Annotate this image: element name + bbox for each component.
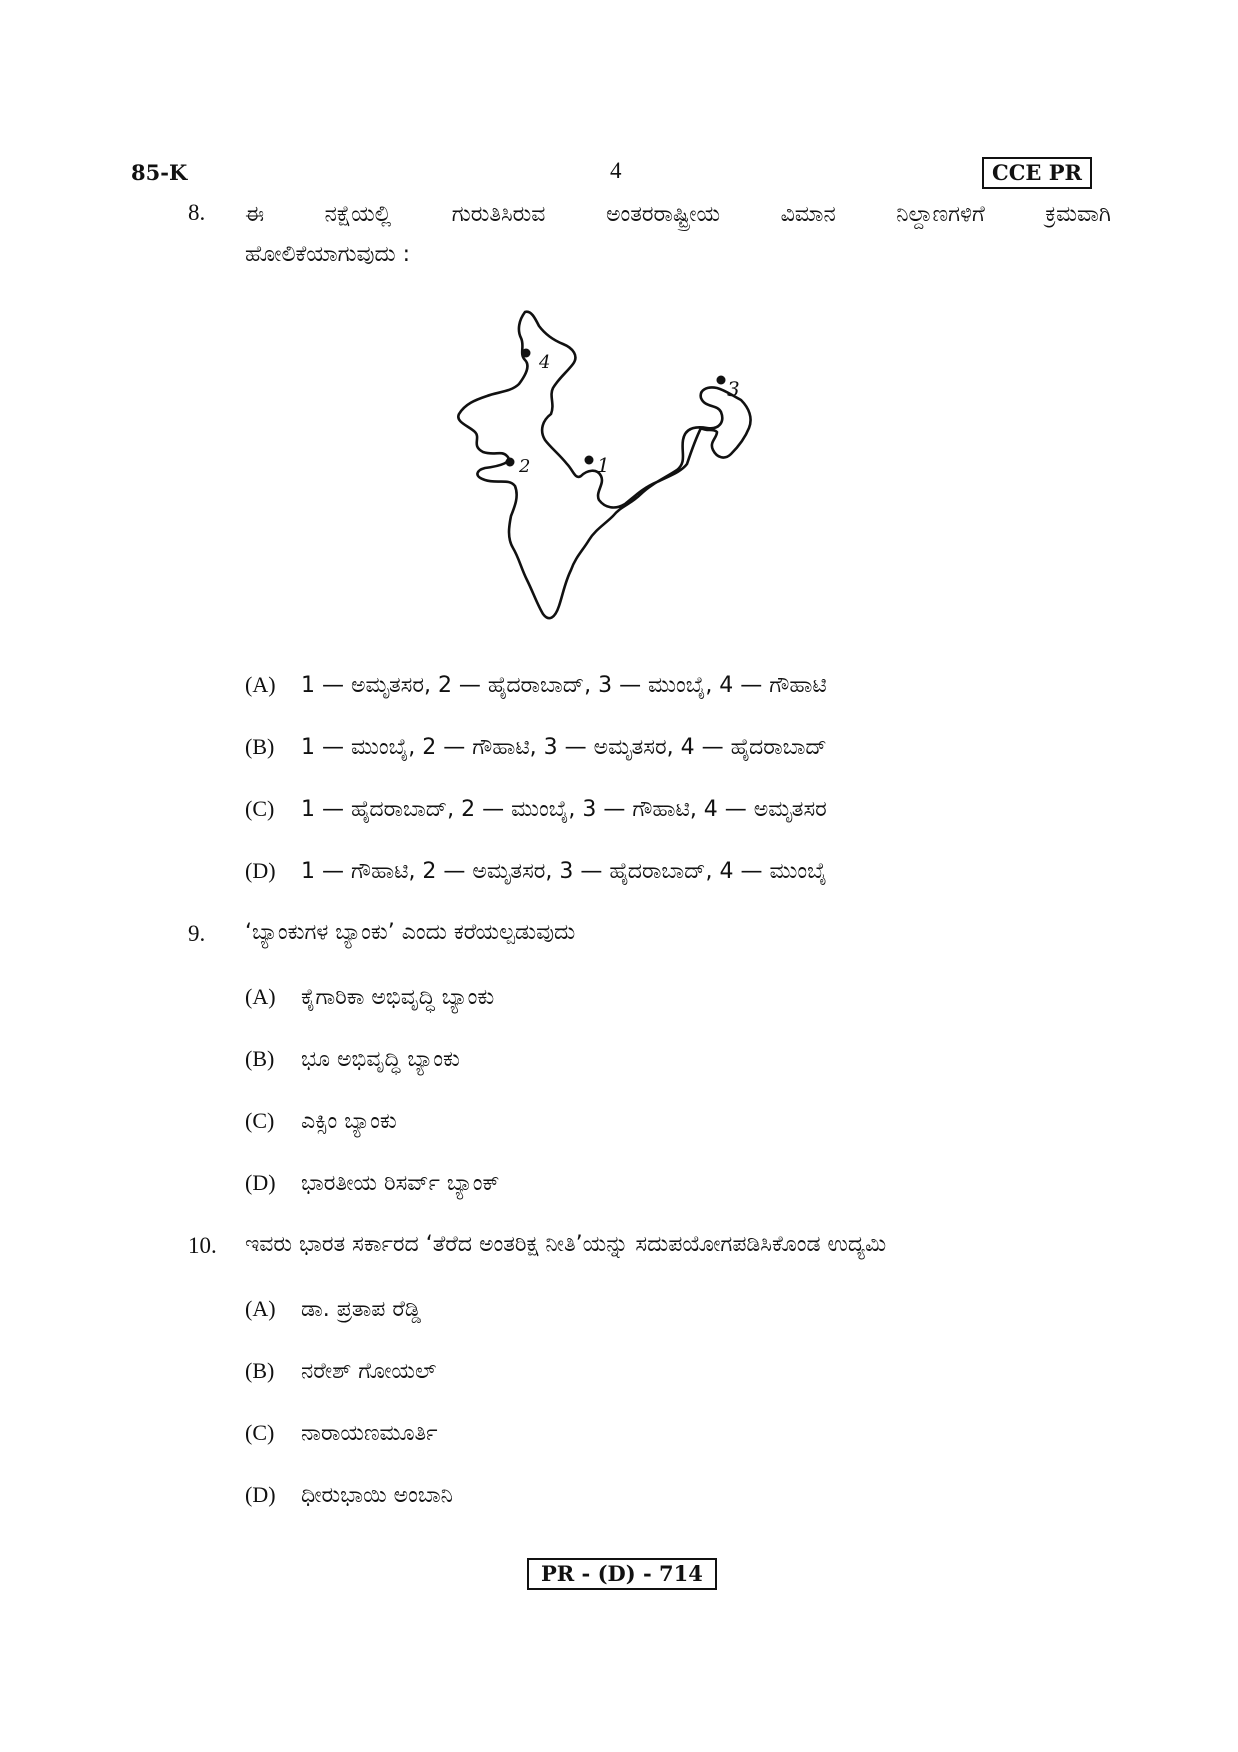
option-text: ಡಾ. ಪ್ರತಾಪ ರೆಡ್ಡಿ — [301, 1297, 422, 1322]
q8-word: ಕ್ರಮವಾಗಿ — [1045, 202, 1111, 227]
q10-option-d — [245, 1482, 453, 1508]
option-text: 1 — ಹೈದರಾಬಾದ್, 2 — ಮುಂಬೈ, 3 — ಗೌಹಾಟಿ, 4 — ಅಮೃತಸರ — [301, 797, 827, 822]
india-map-figure — [455, 300, 795, 645]
question-9-text: ‘ಬ್ಯಾಂಕುಗಳ ಬ್ಯಾಂಕು’ ಎಂದು ಕರೆಯಲ್ಪಡುವುದು — [245, 920, 576, 945]
marker-1-label: 1 — [597, 453, 610, 477]
option-letter: (A) — [245, 1296, 276, 1321]
q8-option-d — [245, 858, 827, 884]
q8-option-c — [245, 796, 827, 822]
question-10-text: ಇವರು ಭಾರತ ಸರ್ಕಾರದ ‘ತೆರೆದ ಅಂತರಿಕ್ಷ ನೀತಿ’ಯನ್ನು ಸದುಪಯೋಗಪಡಿಸಿಕೊಂಡ ಉದ್ಯಮಿ — [245, 1232, 887, 1257]
question-8-text-line2: ಹೋಲಿಕೆಯಾಗುವುದು : — [245, 242, 411, 267]
option-text: ಧೀರುಭಾಯಿ ಅಂಬಾನಿ — [301, 1483, 453, 1508]
marker-4-dot — [522, 349, 531, 358]
marker-2-dot — [506, 458, 515, 467]
option-text: 1 — ಅಮೃತಸರ, 2 — ಹೈದರಾಬಾದ್, 3 — ಮುಂಬೈ, 4 — ಗೌಹಾಟಿ — [301, 673, 827, 698]
q8-option-a — [245, 672, 827, 698]
q10-option-a — [245, 1296, 421, 1322]
option-letter: (D) — [245, 1170, 276, 1195]
marker-4-label: 4 — [539, 352, 551, 373]
option-letter: (B) — [245, 1046, 275, 1071]
paper-code: 85-K — [131, 160, 188, 185]
option-letter: (C) — [245, 796, 275, 821]
option-letter: (A) — [245, 672, 276, 697]
question-10-number: 10. — [188, 1233, 217, 1258]
q8-word: ವಿಮಾನ — [780, 202, 836, 227]
marker-3-label: 3 — [727, 377, 740, 401]
page-number: 4 — [610, 158, 622, 183]
series-box: CCE PR — [982, 157, 1092, 189]
q9-option-a — [245, 984, 494, 1010]
option-text: ಭಾರತೀಯ ರಿಸರ್ವ್ ಬ್ಯಾಂಕ್ — [301, 1171, 500, 1196]
option-letter: (D) — [245, 858, 276, 883]
option-letter: (C) — [245, 1108, 275, 1133]
q8-word: ಗುರುತಿಸಿರುವ — [451, 202, 546, 227]
option-text: 1 — ಮುಂಬೈ, 2 — ಗೌಹಾಟಿ, 3 — ಅಮೃತಸರ, 4 — ಹೈದರಾಬಾದ್ — [301, 735, 827, 760]
q10-option-c — [245, 1420, 438, 1446]
q9-option-c — [245, 1108, 397, 1134]
option-text: ಕೈಗಾರಿಕಾ ಅಭಿವೃದ್ಧಿ ಬ್ಯಾಂಕು — [301, 985, 495, 1010]
q9-option-d — [245, 1170, 500, 1196]
option-letter: (A) — [245, 984, 276, 1009]
marker-3-dot — [717, 376, 726, 385]
q8-option-b — [245, 734, 827, 760]
q8-word: ಅಂತರರಾಷ್ಟ್ರೀಯ — [605, 202, 721, 227]
option-letter: (D) — [245, 1482, 276, 1507]
option-letter: (B) — [245, 1358, 275, 1383]
q9-option-b — [245, 1046, 460, 1072]
footer-code-box: PR - (D) - 714 — [527, 1558, 717, 1590]
option-text: 1 — ಗೌಹಾಟಿ, 2 — ಅಮೃತಸರ, 3 — ಹೈದರಾಬಾದ್, 4 — ಮುಂಬೈ — [301, 859, 827, 884]
q10-option-b — [245, 1358, 436, 1384]
option-letter: (C) — [245, 1420, 275, 1445]
question-9-number: 9. — [188, 921, 206, 946]
option-letter: (B) — [245, 734, 275, 759]
option-text: ನರೇಶ್ ಗೋಯಲ್ — [301, 1359, 437, 1384]
q8-word: ನಿಲ್ದಾಣಗಳಿಗೆ — [896, 202, 985, 227]
q8-word: ನಕ್ಷೆಯಲ್ಲಿ — [324, 202, 392, 227]
question-8-number: 8. — [188, 200, 206, 225]
marker-2-label: 2 — [519, 456, 531, 477]
option-text: ನಾರಾಯಣಮೂರ್ತಿ — [301, 1421, 438, 1446]
q8-word: ಈ — [245, 202, 265, 227]
option-text: ಭೂ ಅಭಿವೃದ್ಧಿ ಬ್ಯಾಂಕು — [301, 1047, 460, 1072]
option-text: ಎಕ್ಸಿಂ ಬ್ಯಾಂಕು — [301, 1109, 397, 1134]
marker-1-dot — [585, 456, 594, 465]
